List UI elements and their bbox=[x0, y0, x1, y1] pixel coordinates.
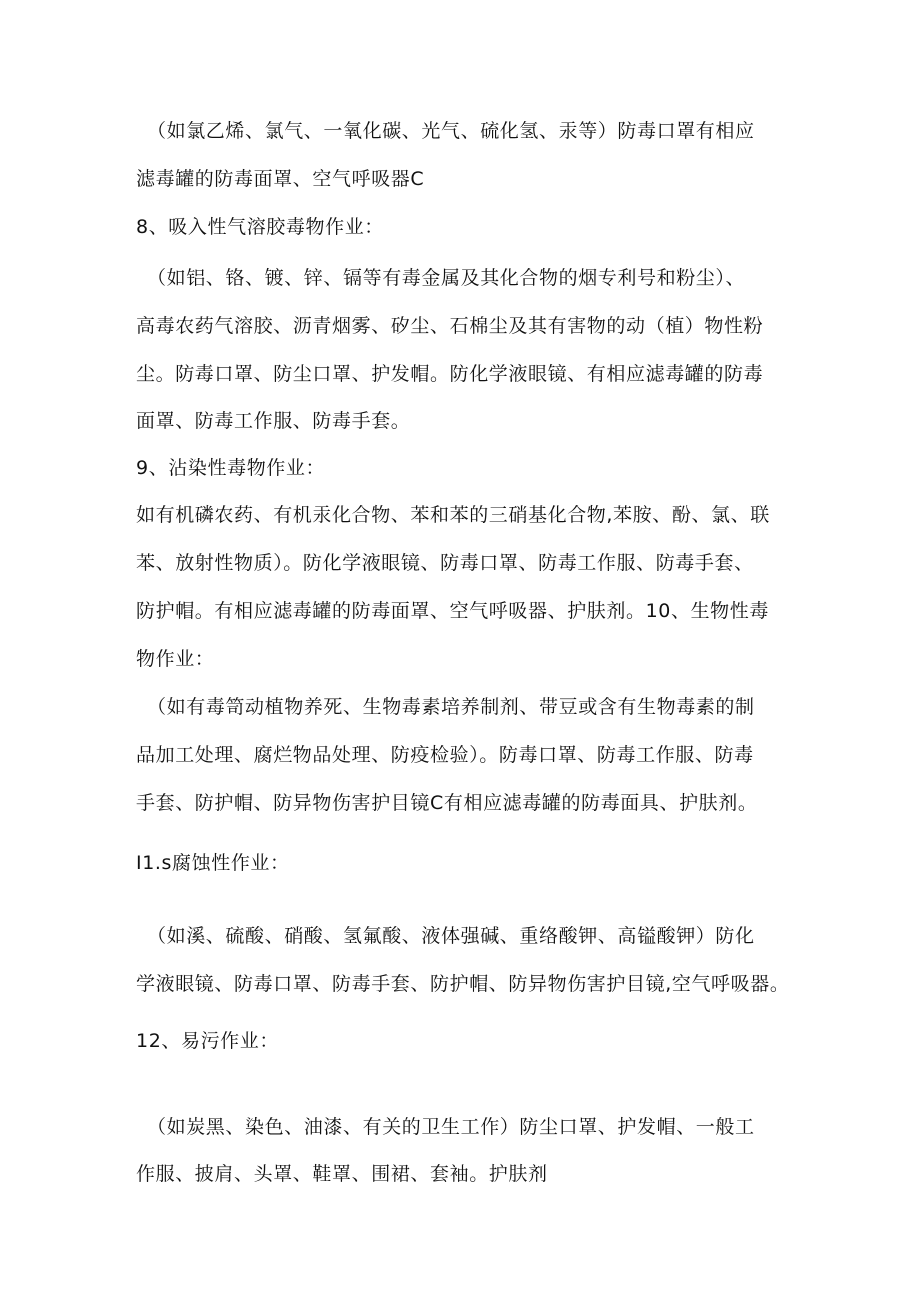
paragraph-line: 作服、披肩、头罩、鞋罩、围裙、套袖。护肤剂 bbox=[136, 1163, 548, 1185]
paragraph-line: （如氯乙烯、氯气、一氧化碳、光气、硫化氢、汞等）防毒口罩有相应 bbox=[147, 120, 755, 142]
paragraph-line: 品加工处理、腐烂物品处理、防疫检验）。防毒口罩、防毒工作服、防毒 bbox=[136, 744, 754, 766]
paragraph-line: 尘。防毒口罩、防尘口罩、护发帽。防化学液眼镜、有相应滤毒罐的防毒 bbox=[136, 363, 764, 385]
paragraph-line: 学液眼镜、防毒口罩、防毒手套、防护帽、防异物伤害护目镜,空气呼吸器。 bbox=[136, 973, 790, 995]
section-heading: I1.s腐蚀性作业： bbox=[136, 852, 290, 874]
paragraph-line: 面罩、防毒工作服、防毒手套。 bbox=[136, 410, 411, 432]
paragraph-line: （如有毒笥动植物养死、生物毒素培养制剂、带豆或含有生物毒素的制 bbox=[147, 696, 755, 718]
paragraph-line: （如溪、硫酸、硝酸、氢氟酸、液体强碱、重络酸钾、高镒酸钾）防化 bbox=[147, 925, 755, 947]
paragraph-line: 物作业： bbox=[136, 648, 215, 670]
paragraph-line: 苯、放射性物质）。防化学液眼镜、防毒口罩、防毒工作服、防毒手套、 bbox=[136, 552, 754, 574]
paragraph-line: 手套、防护帽、防异物伤害护目镜C有相应滤毒罐的防毒面具、护肤剂。 bbox=[136, 792, 758, 814]
section-heading: 12、易污作业： bbox=[136, 1030, 279, 1052]
paragraph-line: 如有机磷农药、有机汞化合物、苯和苯的三硝基化合物,苯胺、酚、氯、联 bbox=[136, 504, 770, 526]
paragraph-line: （如铝、铬、镀、锌、镉等有毒金属及其化合物的烟专利号和粉尘）、 bbox=[147, 267, 746, 289]
paragraph-line: 滤毒罐的防毒面罩、空气呼吸器C bbox=[136, 168, 425, 190]
section-heading: 9、沾染性毒物作业： bbox=[136, 457, 326, 479]
section-heading: 8、吸入性气溶胶毒物作业： bbox=[136, 216, 384, 238]
paragraph-line: （如炭黑、染色、油漆、有关的卫生工作）防尘口罩、护发帽、一般工 bbox=[147, 1116, 755, 1138]
paragraph-line: 高毒农药气溶胶、沥青烟雾、矽尘、石棉尘及其有害物的动（植）物性粉 bbox=[136, 315, 764, 337]
paragraph-line: 防护帽。有相应滤毒罐的防毒面罩、空气呼吸器、护肤剂。10、生物性毒 bbox=[136, 600, 769, 622]
